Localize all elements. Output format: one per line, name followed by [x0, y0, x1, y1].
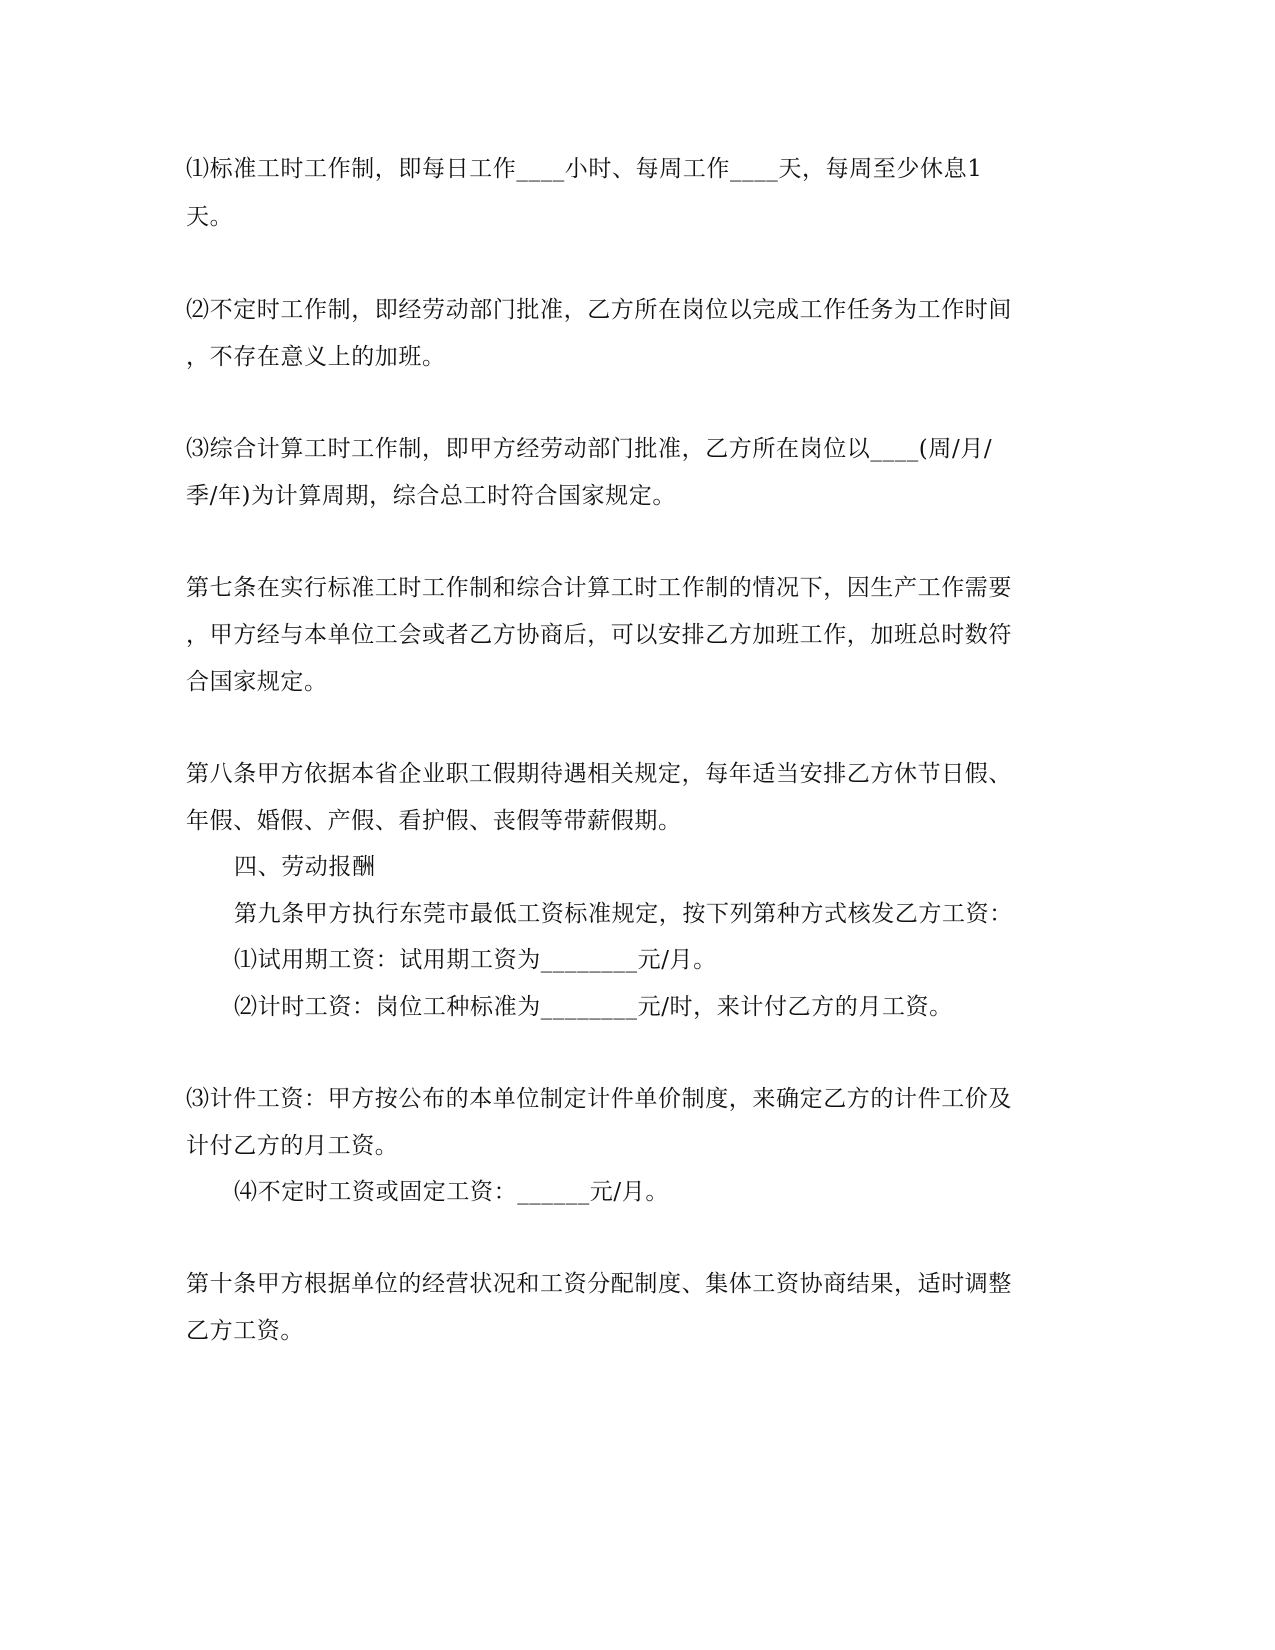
article-8-text-line: 第八条甲方依据本省企业职工假期待遇相关规定，每年适当安排乙方休节日假、 — [186, 761, 1012, 787]
article-10-text-line: 第十条甲方根据单位的经营状况和工资分配制度、集体工资协商结果，适时调整 — [186, 1271, 1012, 1297]
article-9-text-line: 第九条甲方执行东莞市最低工资标准规定，按下列第种方式核发乙方工资： — [234, 901, 1013, 927]
clause-text-line: ⑴标准工时工作制，即每日工作____小时、每周工作____天，每周至少休息1 — [186, 156, 983, 182]
article-10-text-line: 乙方工资。 — [186, 1318, 304, 1344]
clause-text-line: ⑶综合计算工时工作制，即甲方经劳动部门批准，乙方所在岗位以____(周/月/ — [186, 436, 993, 462]
clause-text-line: ⑵不定时工作制，即经劳动部门批准，乙方所在岗位以完成工作任务为工作时间 — [186, 297, 1012, 323]
article-8-text-line: 年假、婚假、产假、看护假、丧假等带薪假期。 — [186, 808, 682, 834]
article-7-text-line: 第七条在实行标准工时工作制和综合计算工时工作制的情况下，因生产工作需要 — [186, 575, 1012, 601]
article-7-text-line: ，甲方经与本单位工会或者乙方协商后，可以安排乙方加班工作，加班总时数符 — [186, 622, 1012, 648]
clause-text-line: 天。 — [186, 204, 234, 230]
clause-text-line: ⑴试用期工资：试用期工资为________元/月。 — [234, 947, 717, 973]
clause-text-line: ⑶计件工资：甲方按公布的本单位制定计件单价制度，来确定乙方的计件工价及 — [186, 1086, 1012, 1112]
clause-text-line: 计付乙方的月工资。 — [186, 1133, 399, 1159]
article-7-text-line: 合国家规定。 — [186, 669, 328, 695]
section-heading: 四、劳动报酬 — [234, 854, 376, 880]
clause-text-line: ⑷不定时工资或固定工资：______元/月。 — [234, 1179, 669, 1205]
clause-text-line: ，不存在意义上的加班。 — [186, 344, 446, 370]
clause-text-line: ⑵计时工资：岗位工种标准为________元/时，来计付乙方的月工资。 — [234, 994, 953, 1020]
clause-text-line: 季/年)为计算周期，综合总工时符合国家规定。 — [186, 483, 676, 509]
